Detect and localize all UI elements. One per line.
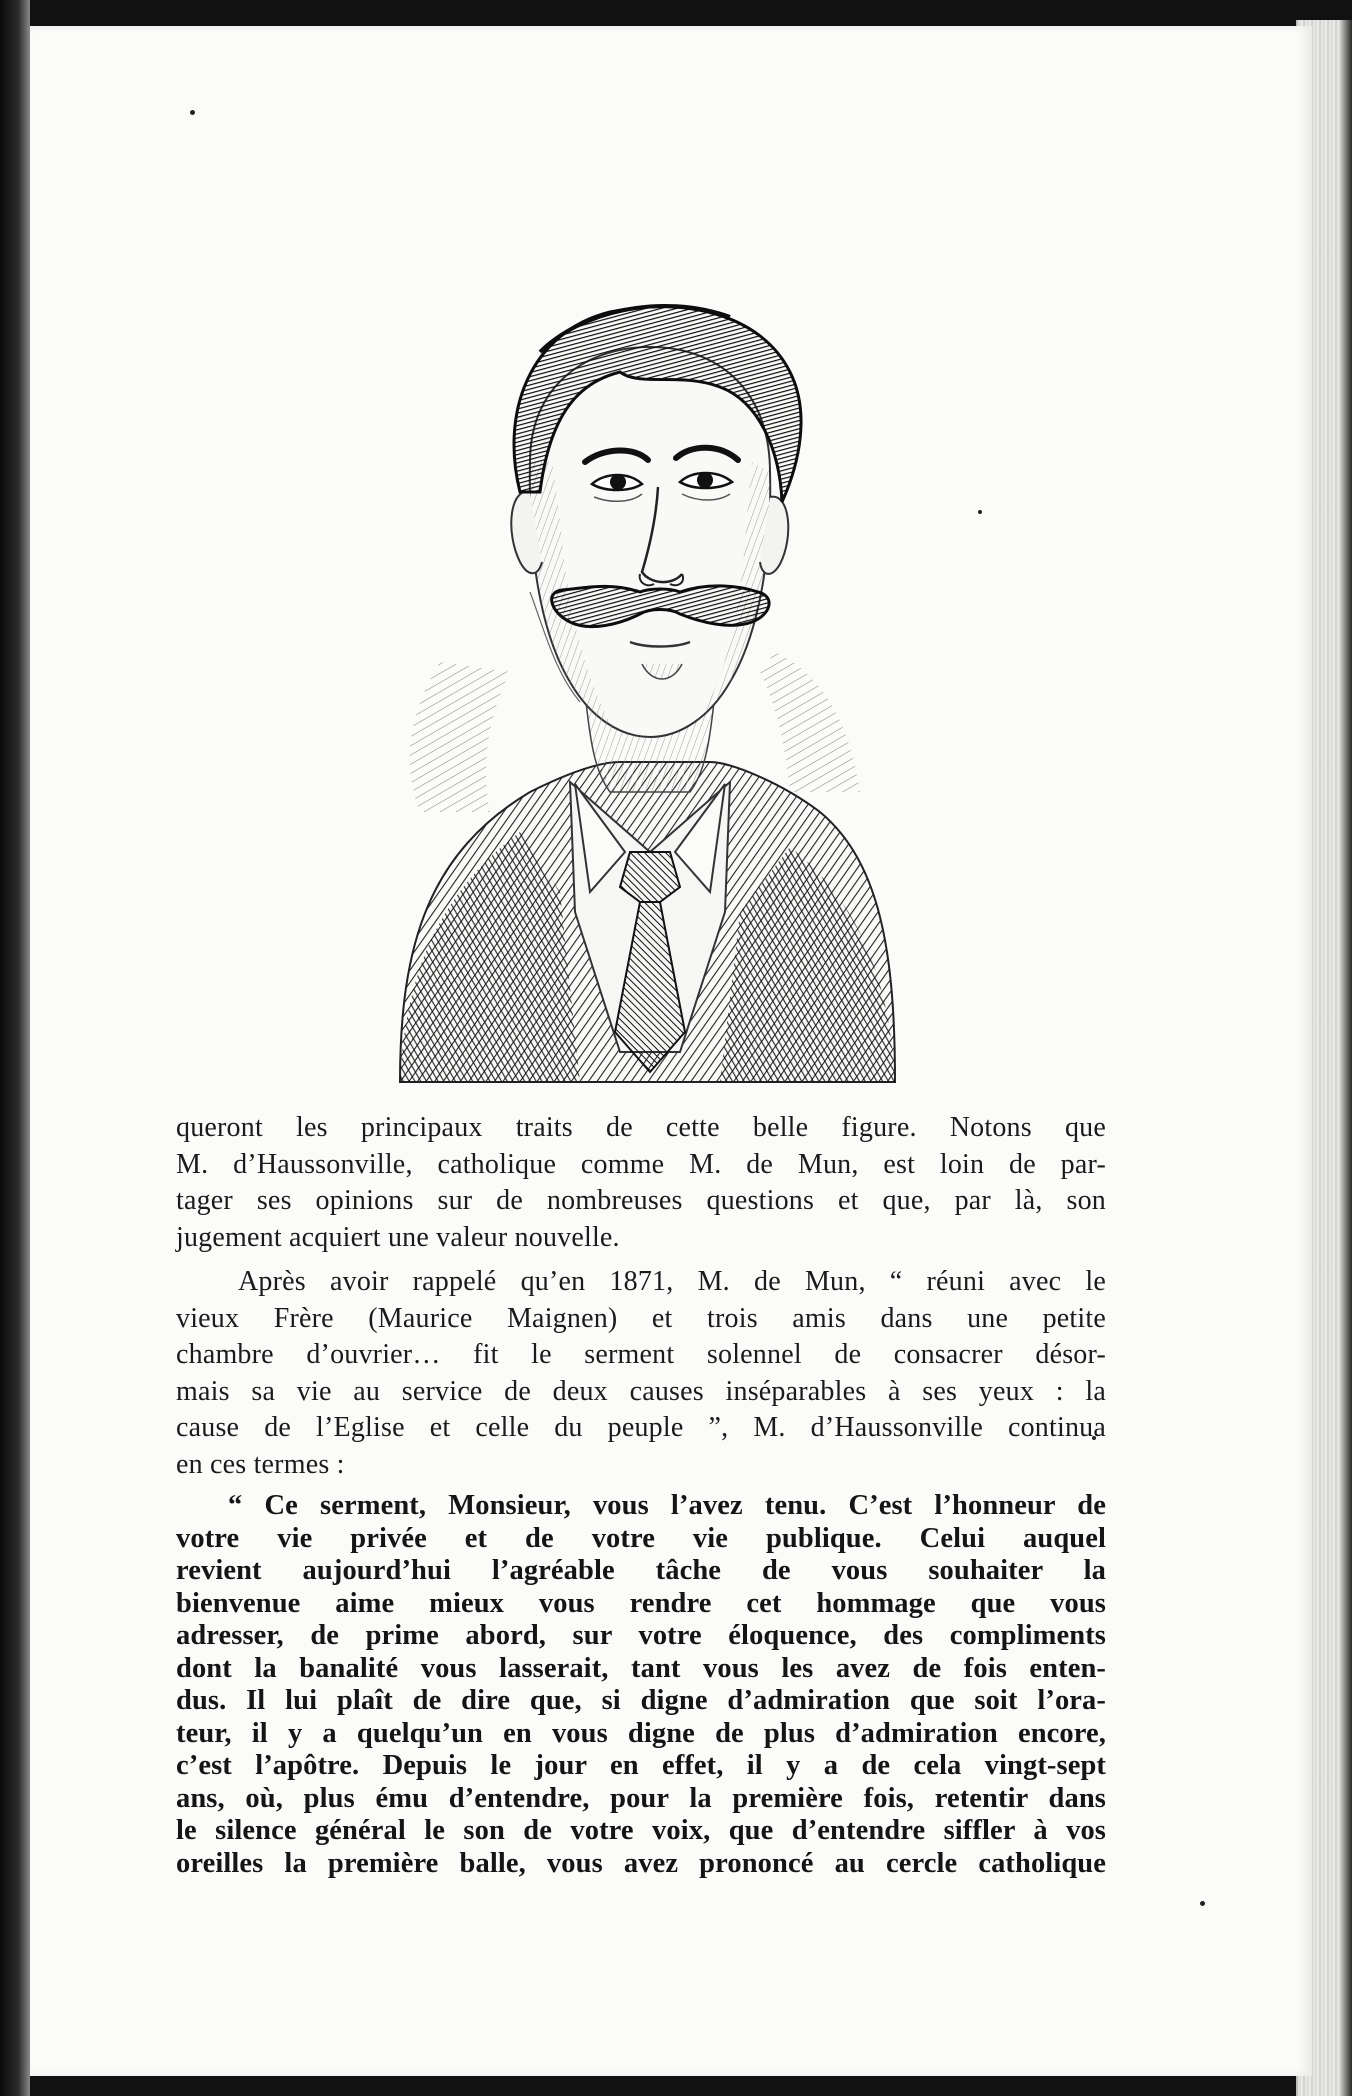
paragraph-narrative [176, 1264, 1106, 1483]
text-line: M. d’Haussonville, catholique comme M. de Mun, est loin de par- [176, 1148, 1106, 1180]
book-page [30, 26, 1312, 2076]
text-line: “ Ce serment, Monsieur, vous l’avez tenu. C’est l’honneur de [228, 1490, 1106, 1521]
text-line: chambre d’ouvrier… fit le serment solennel de consacrer désor- [176, 1339, 1106, 1370]
engraved-portrait-image [380, 292, 900, 1084]
text-line: Après avoir rappelé qu’en 1871, M. de Mun, “ réuni avec le [238, 1266, 1106, 1297]
text-line: bienvenue aime mieux vous rendre cet hommage que vous [176, 1587, 1106, 1619]
text-line: vieux Frère (Maurice Maignen) et trois amis dans une petite [176, 1302, 1106, 1334]
text-line: en ces termes : [176, 1448, 345, 1480]
text-line: ans, où, plus ému d’entendre, pour la première fois, retentir dans [176, 1782, 1106, 1814]
text-line: le silence général le son de votre voix, que d’entendre siffler à vos [176, 1815, 1106, 1846]
text-line: adresser, de prime abord, sur votre éloquence, des compliments [176, 1620, 1106, 1651]
text-line: dont la banalité vous lasserait, tant vous les avez de fois enten- [176, 1652, 1106, 1684]
print-speck [190, 110, 195, 115]
text-line: mais sa vie au service de deux causes inséparables à ses yeux : la [176, 1375, 1106, 1407]
print-speck [1200, 1901, 1205, 1906]
quoted-speech [176, 1490, 1106, 1880]
text-line: c’est l’apôtre. Depuis le jour en effet, il y a de cela vingt-sept [176, 1750, 1106, 1781]
text-line: dus. Il lui plaît de dire que, si digne d’admiration que soit l’ora- [176, 1685, 1106, 1716]
text-line: teur, il y a quelqu’un en vous digne de plus d’admiration encore, [176, 1717, 1106, 1749]
text-line: tager ses opinions sur de nombreuses questions et que, par là, son [176, 1185, 1106, 1216]
book-gutter-edge [0, 0, 30, 2096]
text-line: queront les principaux traits de cette belle figure. Notons que [176, 1112, 1106, 1143]
paragraph-continuation [176, 1110, 1106, 1256]
print-speck [978, 510, 982, 514]
text-line: jugement acquiert une valeur nouvelle. [176, 1221, 620, 1253]
text-line: oreilles la première balle, vous avez prononcé au cercle catholique [176, 1847, 1106, 1879]
text-line: revient aujourd’hui l’agréable tâche de vous souhaiter la [176, 1555, 1106, 1586]
text-line: votre vie privée et de votre vie publique. Celui auquel [176, 1522, 1106, 1554]
text-line: cause de l’Eglise et celle du peuple ”, M. d’Haussonville continua [176, 1412, 1106, 1443]
